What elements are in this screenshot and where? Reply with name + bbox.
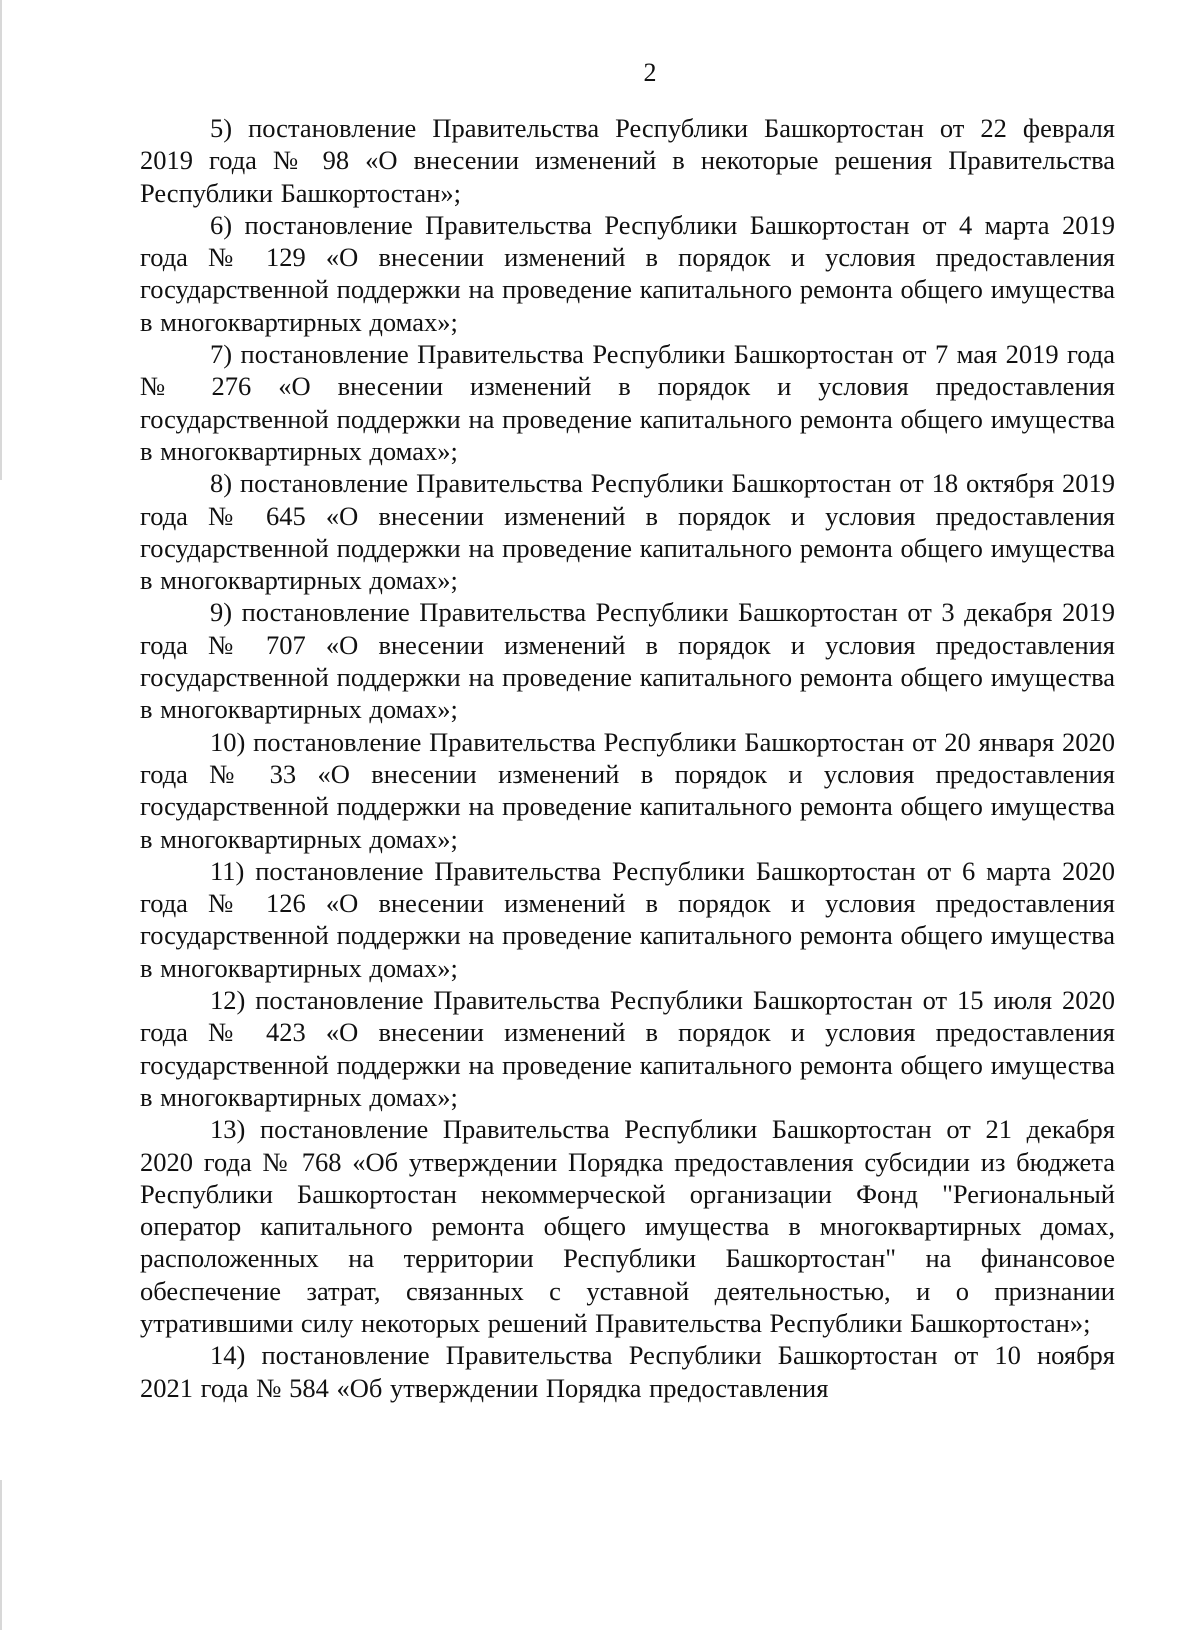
page-number: 2 xyxy=(643,58,657,87)
document-body xyxy=(140,112,1115,1404)
list-item: 9) постановление Правительства Республики Башкортостан от 3 декабря 2019 года № 707 «О внесении изменений в порядок и условия предоставления государственной поддержки на проведение капитального ремонта общего имущества в многоквартирных домах»; xyxy=(140,597,1115,725)
list-item: 6) постановление Правительства Республики Башкортостан от 4 марта 2019 года № 129 «О внесении изменений в порядок и условия предоставления государственной поддержки на проведение капитального ремонта общего имущества в многоквартирных домах»; xyxy=(140,209,1115,337)
list-item: 5) постановление Правительства Республики Башкортостан от 22 февраля 2019 года № 98 «О внесении изменений в некоторые решения Правительства Республики Башкортостан»; xyxy=(140,113,1115,208)
list-item: 8) постановление Правительства Республики Башкортостан от 18 октября 2019 года № 645 «О внесении изменений в порядок и условия предоставления государственной поддержки на проведение капитального ремонта общего имущества в многоквартирных домах»; xyxy=(140,468,1115,596)
list-item: 7) постановление Правительства Республики Башкортостан от 7 мая 2019 года № 276 «О внесении изменений в порядок и условия предоставления государственной поддержки на проведение капитального ремонта общего имущества в многоквартирных домах»; xyxy=(140,339,1115,466)
list-item: 13) постановление Правительства Республики Башкортостан от 21 декабря 2020 года № 768 «Об утверждении Порядка предоставления субсидии из бюджета Республики Башкортостан некоммерческой организации Фонд "Региональный оператор капитального ремонта общего имущества в многоквартирных домах, расположенных на территории Республики Башкортостан" на финансовое обеспечение затрат, связанных с уставной деятельностью, и о признании утратившими силу некоторых решений Правительства Республики Башкортостан»; xyxy=(140,1114,1115,1338)
list-item: 14) постановление Правительства Республики Башкортостан от 10 ноября 2021 года № 584 «Об утверждении Порядка предоставления xyxy=(140,1340,1115,1403)
list-item: 11) постановление Правительства Республики Башкортостан от 6 марта 2020 года № 126 «О внесении изменений в порядок и условия предоставления государственной поддержки на проведение капитального ремонта общего имущества в многоквартирных домах»; xyxy=(140,855,1115,983)
list-item: 10) постановление Правительства Республики Башкортостан от 20 января 2020 года № 33 «О внесении изменений в порядок и условия предоставления государственной поддержки на проведение капитального ремонта общего имущества в многоквартирных домах»; xyxy=(140,726,1115,854)
list-item: 12) постановление Правительства Республики Башкортостан от 15 июля 2020 года № 423 «О внесении изменений в порядок и условия предоставления государственной поддержки на проведение капитального ремонта общего имущества в многоквартирных домах»; xyxy=(140,985,1115,1112)
scan-edge-mark xyxy=(0,1480,2,1630)
